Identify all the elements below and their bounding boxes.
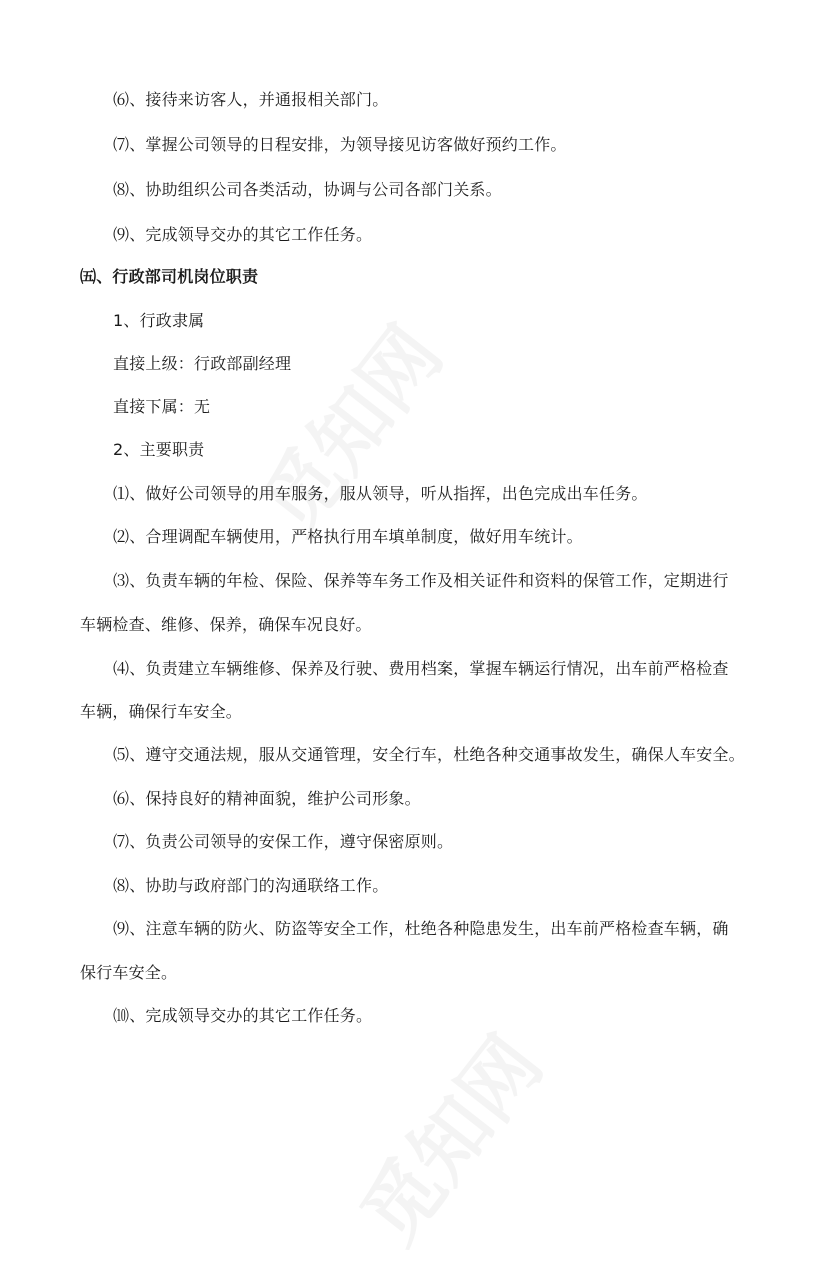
duty-7: ⑺、负责公司领导的安保工作，遵守保密原则。 — [113, 832, 454, 851]
duty-4-line-2: 车辆，确保行车安全。 — [80, 702, 243, 721]
direct-subordinate: 直接下属：无 — [113, 397, 211, 416]
item-6-reception: ⑹、接待来访客人，并通报相关部门。 — [113, 90, 389, 109]
duty-10: ⑽、完成领导交办的其它工作任务。 — [113, 1006, 373, 1025]
duty-5: ⑸、遵守交通法规，服从交通管理，安全行车，杜绝各种交通事故发生，确保人车安全。 — [113, 745, 745, 764]
subheading-main-duties: 2、主要职责 — [113, 440, 205, 459]
duty-2: ⑵、合理调配车辆使用，严格执行用车填单制度，做好用车统计。 — [113, 527, 583, 546]
duty-3-line-1: ⑶、负责车辆的年检、保险、保养等车务工作及相关证件和资料的保管工作，定期进行 — [113, 571, 729, 590]
duty-8: ⑻、协助与政府部门的沟通联络工作。 — [113, 876, 389, 895]
subheading-admin-affiliation: 1、行政隶属 — [113, 311, 205, 330]
duty-9-line-1: ⑼、注意车辆的防火、防盗等安全工作，杜绝各种隐患发生，出车前严格检查车辆，确 — [113, 919, 729, 938]
duty-9-line-2: 保行车安全。 — [80, 963, 178, 982]
duty-1: ⑴、做好公司领导的用车服务，服从领导，听从指挥，出色完成出车任务。 — [113, 484, 648, 503]
duty-6: ⑹、保持良好的精神面貌，维护公司形象。 — [113, 789, 421, 808]
duty-4-line-1: ⑷、负责建立车辆维修、保养及行驶、费用档案，掌握车辆运行情况，出车前严格检查 — [113, 659, 729, 678]
item-9-other-tasks: ⑼、完成领导交办的其它工作任务。 — [113, 225, 373, 244]
watermark — [231, 299, 463, 552]
section-heading-driver: ㈤、行政部司机岗位职责 — [80, 267, 259, 286]
duty-3-line-2: 车辆检查、维修、保养，确保车况良好。 — [80, 615, 372, 634]
watermark-bottom — [331, 1009, 563, 1262]
item-8-activities: ⑻、协助组织公司各类活动，协调与公司各部门关系。 — [113, 180, 502, 199]
direct-superior: 直接上级：行政部副经理 — [113, 354, 292, 373]
item-7-schedule: ⑺、掌握公司领导的日程安排，为领导接见访客做好预约工作。 — [113, 135, 567, 154]
